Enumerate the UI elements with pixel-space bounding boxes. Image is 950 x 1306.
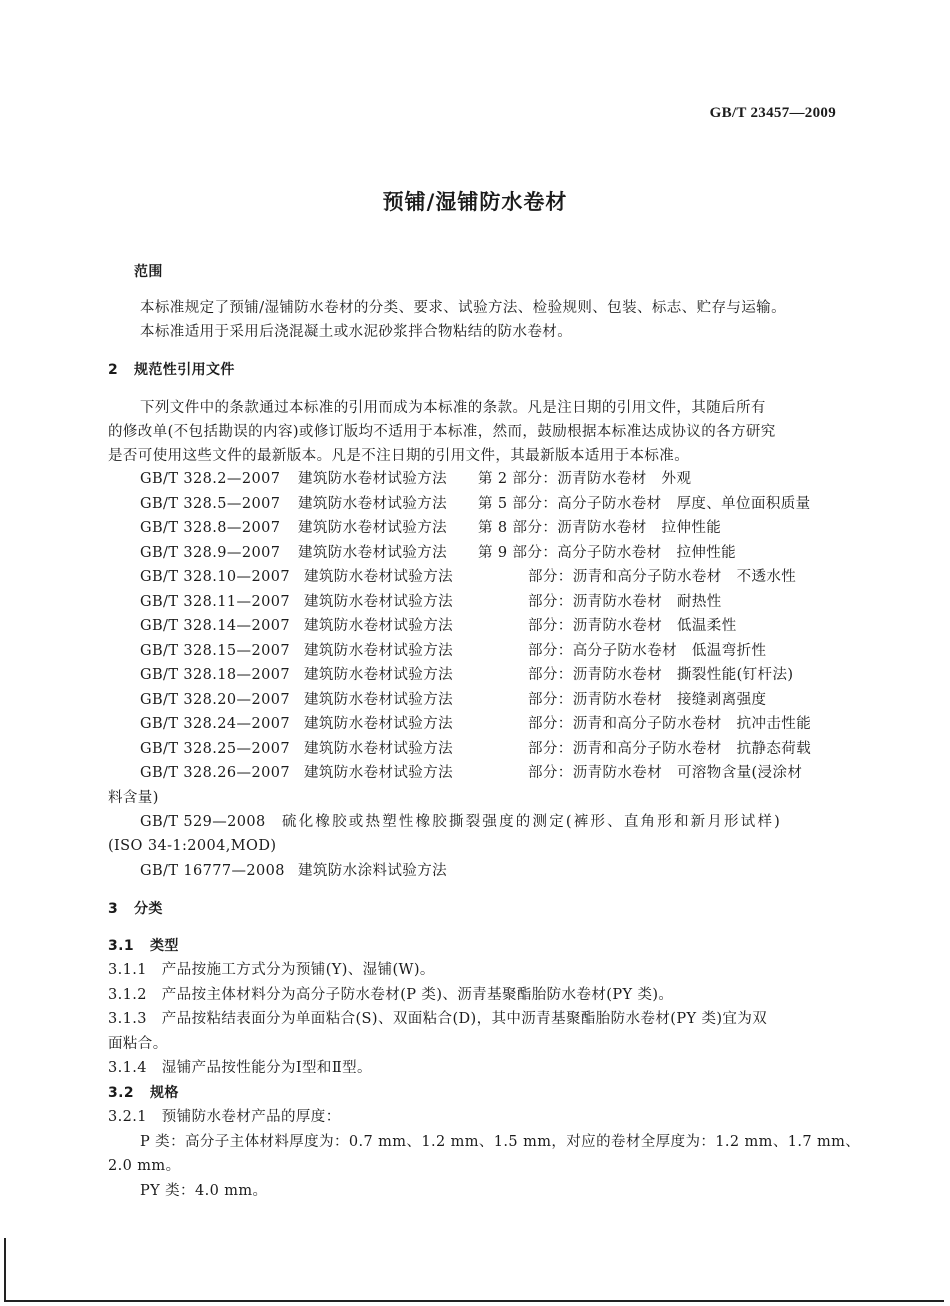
reference-code: GB/T 328.2—2007 [140,471,281,487]
reference-name: 建筑防水卷材试验方法 [304,765,453,781]
section-3-1-heading: 类型 [150,938,179,954]
section-1-heading: 范围 [134,264,163,280]
standard-code: GB/T 23457—2009 [709,105,836,121]
clause-3-1-3-line-1: 3.1.3 产品按粘结表面分为单面粘合(S)、双面粘合(D)，其中沥青基聚酯胎防水卷材(PY 类)宜为双 [108,1011,768,1027]
reference-name: 建筑防水卷材试验方法 [304,594,453,610]
reference-code: GB/T 529—2008 [140,814,266,830]
reference-part: 第 5 部分：高分子防水卷材 厚度、单位面积质量 [478,496,811,512]
reference-name: 建筑防水卷材试验方法 [304,618,453,634]
reference-row [0,592,950,612]
reference-part: 部分：沥青和高分子防水卷材 抗冲击性能 [528,716,812,732]
clause-3-1-1: 3.1.1 产品按施工方式分为预铺(Y)、湿铺(W)。 [108,962,435,978]
reference-part: 部分：沥青防水卷材 低温柔性 [528,618,737,634]
reference-part: 部分：高分子防水卷材 低温弯折性 [528,643,767,659]
reference-code: GB/T 328.8—2007 [140,520,281,536]
section-2-intro-line-3: 是否可使用这些文件的最新版本。凡是不注日期的引用文件，其最新版本适用于本标准。 [108,448,690,464]
reference-code: GB/T 328.15—2007 [140,643,290,659]
clause-3-1-3-line-2: 面粘合。 [108,1036,168,1052]
reference-part: 部分：沥青防水卷材 耐热性 [528,594,722,610]
section-3-2-heading: 规格 [150,1085,179,1101]
reference-row [0,616,950,636]
reference-row [0,543,950,563]
page-edge-left [4,1238,6,1300]
reference-code: GB/T 328.18—2007 [140,667,290,683]
p-class-line-2: 2.0 mm。 [108,1158,181,1174]
reference-code: GB/T 328.5—2007 [140,496,281,512]
page-title: 预铺/湿铺防水卷材 [382,190,568,214]
py-class: PY 类：4.0 mm。 [140,1183,268,1199]
reference-part: 部分：沥青防水卷材 接缝剥离强度 [528,692,767,708]
section-2-heading: 规范性引用文件 [134,362,235,378]
section-2-number: 2 [108,362,119,378]
reference-code: GB/T 328.20—2007 [140,692,290,708]
reference-name: 建筑防水卷材试验方法 [304,569,453,585]
section-3-1-number: 3.1 [108,938,135,954]
reference-part: 部分：沥青和高分子防水卷材 抗静态荷载 [528,741,812,757]
reference-name: 建筑防水卷材试验方法 [304,741,453,757]
reference-code: GB/T 328.11—2007 [140,594,290,610]
reference-row [0,861,950,881]
reference-row [0,714,950,734]
reference-name: 建筑防水卷材试验方法 [298,545,447,561]
reference-code: GB/T 328.26—2007 [140,765,290,781]
reference-row [0,518,950,538]
clause-3-1-4: 3.1.4 湿铺产品按性能分为Ⅰ型和Ⅱ型。 [108,1060,372,1076]
clause-3-2-1: 3.2.1 预铺防水卷材产品的厚度： [108,1109,341,1125]
reference-part: 部分：沥青防水卷材 撕裂性能(钉杆法) [528,667,794,683]
reference-row [0,690,950,710]
reference-row [0,739,950,759]
reference-code: GB/T 16777—2008 [140,863,285,879]
reference-name: 建筑防水卷材试验方法 [304,667,453,683]
section-1-para-2: 本标准适用于采用后浇混凝土或水泥砂浆拌合物粘结的防水卷材。 [140,324,573,340]
reference-code: GB/T 328.24—2007 [140,716,290,732]
section-3-heading: 分类 [134,901,163,917]
reference-row [0,641,950,661]
reference-name: 建筑防水卷材试验方法 [304,692,453,708]
page-edge-bottom [4,1300,944,1302]
reference-row [0,665,950,685]
reference-name: 建筑防水卷材试验方法 [298,520,447,536]
p-class-line-1: P 类：高分子主体材料厚度为：0.7 mm、1.2 mm、1.5 mm，对应的卷材全厚度为：1.2 mm、1.7 mm、 [140,1134,861,1150]
reference-name: 建筑防水卷材试验方法 [298,496,447,512]
section-3-number: 3 [108,901,119,917]
reference-part: 第 8 部分：沥青防水卷材 拉伸性能 [478,520,722,536]
section-2-intro-line-1: 下列文件中的条款通过本标准的引用而成为本标准的条款。凡是注日期的引用文件，其随后所有 [140,400,766,416]
section-1-para-1: 本标准规定了预铺/湿铺防水卷材的分类、要求、试验方法、检验规则、包装、标志、贮存与运输。 [140,300,786,316]
reference-continuation: 料含量) [108,790,159,806]
section-3-2-number: 3.2 [108,1085,135,1101]
reference-name: 建筑防水卷材试验方法 [304,716,453,732]
reference-code: GB/T 328.9—2007 [140,545,281,561]
reference-part: 部分：沥青和高分子防水卷材 不透水性 [528,569,797,585]
reference-part: 第 9 部分：高分子防水卷材 拉伸性能 [478,545,737,561]
reference-name: 建筑防水卷材试验方法 [304,643,453,659]
reference-name: 硫化橡胶或热塑性橡胶撕裂强度的测定(裤形、直角形和新月形试样) [282,814,783,830]
clause-3-1-2: 3.1.2 产品按主体材料分为高分子防水卷材(P 类)、沥青基聚酯胎防水卷材(PY 类)。 [108,987,674,1003]
reference-name: 建筑防水涂料试验方法 [298,863,447,879]
reference-code: GB/T 328.10—2007 [140,569,290,585]
reference-row [0,812,950,832]
reference-row [0,567,950,587]
section-2-intro-line-2: 的修改单(不包括勘误的内容)或修订版均不适用于本标准，然而，鼓励根据本标准达成协议的各方研究 [108,424,776,440]
reference-part: 第 2 部分：沥青防水卷材 外观 [478,471,692,487]
reference-name: 建筑防水卷材试验方法 [298,471,447,487]
reference-row [0,469,950,489]
reference-continuation: (ISO 34-1:2004,MOD) [108,838,277,854]
reference-code: GB/T 328.14—2007 [140,618,290,634]
reference-row [0,494,950,514]
reference-part: 部分：沥青防水卷材 可溶物含量(浸涂材 [528,765,803,781]
reference-code: GB/T 328.25—2007 [140,741,290,757]
reference-row [0,763,950,783]
